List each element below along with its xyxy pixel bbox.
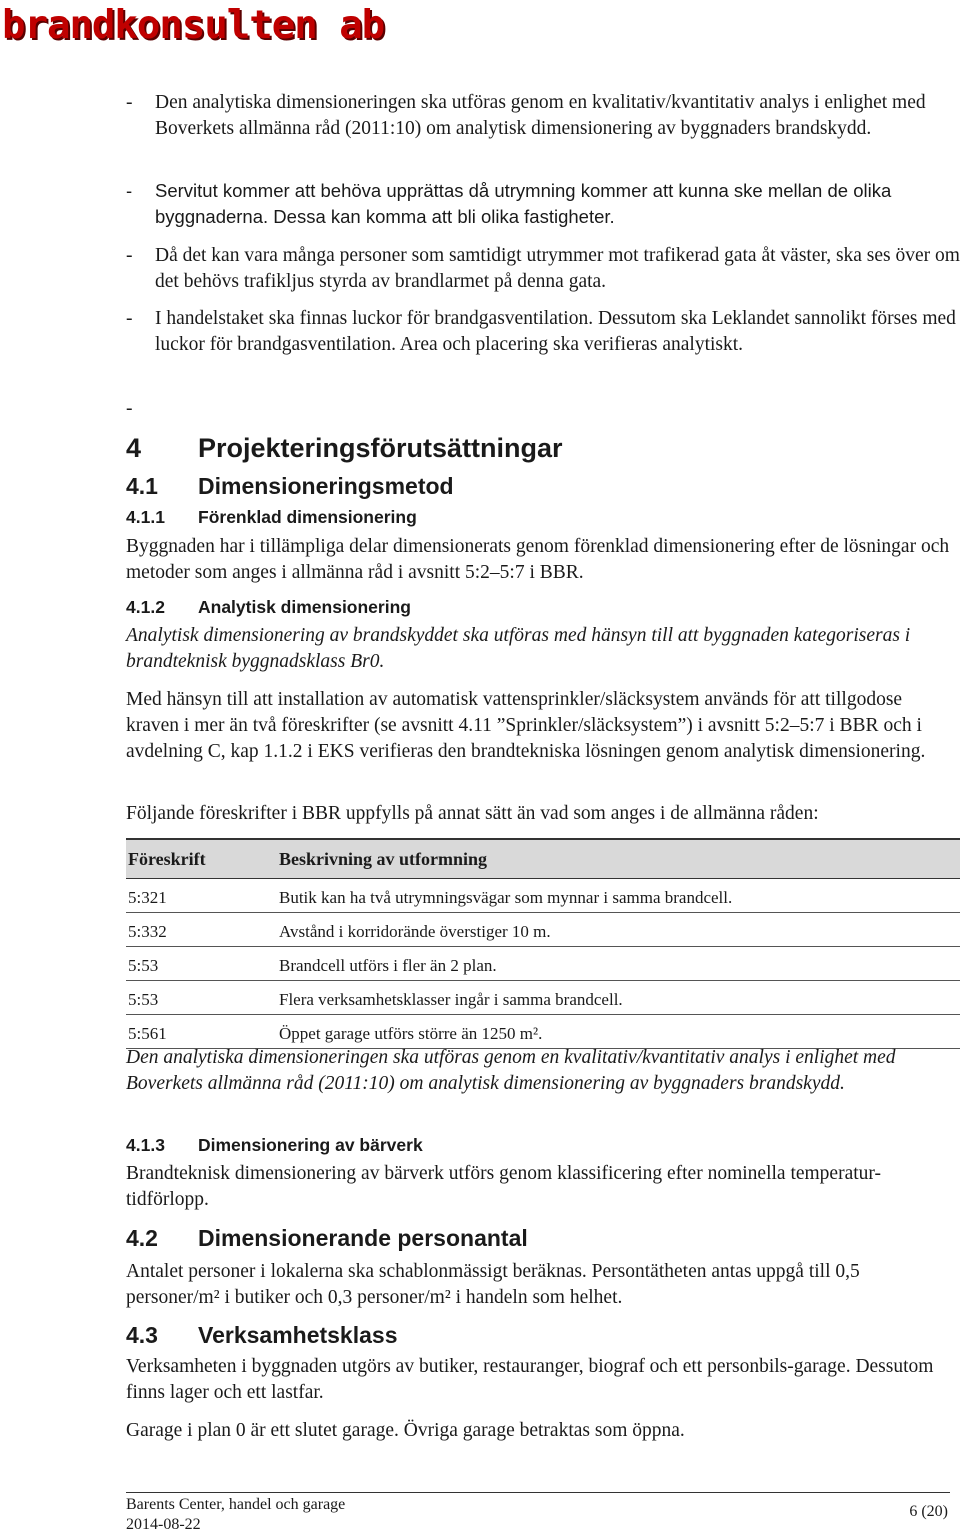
section-heading-4-1-3: 4.1.3 Dimensionering av bärverk (126, 1135, 423, 1155)
section-heading-4-3: 4.3 Verksamhetsklass (126, 1322, 398, 1348)
paragraph: Följande föreskrifter i BBR uppfylls på annat sätt än vad som anges i de allmänna råden: (126, 803, 819, 824)
page-number: 6 (20) (909, 1503, 948, 1520)
paragraph: Garage i plan 0 är ett slutet garage. Övriga garage betraktas som öppna. (126, 1420, 685, 1441)
table-row: 5:321 Butik kan ha två utrymningsvägar som mynnar i samma brandcell. (126, 879, 960, 913)
list-item-text: I handelstaket ska finnas luckor för brandgasventilation. Dessutom ska Leklandet sannolikt förses med luckor för brandgasventilation. Area och placering ska verifieras analytiskt. (155, 308, 956, 355)
footer-divider (126, 1492, 950, 1493)
paragraph: Verksamheten i byggnaden utgörs av butiker, restauranger, biograf och ett personbils-garage. Dessutom finns lager och ett lastfar. (126, 1356, 934, 1403)
column-header: Föreskrift (128, 849, 206, 869)
column-header: Beskrivning av utformning (279, 849, 488, 869)
paragraph-italic: Den analytiska dimensioneringen ska utföras genom en kvalitativ/kvantitativ analys i enlighet med Boverkets allmänna råd (2011:10) om analytisk dimensionering av byggnaders brandskydd. (126, 1047, 896, 1094)
company-logo: brandkonsulten ab (2, 3, 385, 48)
section-heading-4-1-1: 4.1.1 Förenklad dimensionering (126, 507, 417, 527)
paragraph: Med hänsyn till att installation av automatisk vattensprinkler/släcksystem används för att tillgodose kraven i mer än två föreskrifter (se avsnitt 4.11 ”Sprinkler/släcksystem”) i avsnitt 5:2–5:7 i BBR och i avdelning C, kap 1.1.2 i EKS verifieras den brandtekniska lösningen genom analytisk dimensionering. (126, 689, 926, 762)
section-heading-4: 4 Projekteringsförutsättningar (126, 433, 563, 463)
list-item-text: Den analytiska dimensioneringen ska utföras genom en kvalitativ/kvantitativ analys i enlighet med Boverkets allmänna råd (2011:10) om analytisk dimensionering av byggnaders brandskydd. (155, 92, 926, 139)
paragraph: Brandteknisk dimensionering av bärverk utförs genom klassificering efter nominella temperatur-tidförlopp. (126, 1163, 881, 1210)
section-heading-4-1: 4.1 Dimensioneringsmetod (126, 473, 454, 499)
table-row: 5:53 Flera verksamhetsklasser ingår i samma brandcell. (126, 981, 960, 1015)
section-heading-4-2: 4.2 Dimensionerande personantal (126, 1225, 528, 1251)
regulation-table (126, 838, 960, 1049)
table-header (126, 838, 960, 879)
table-row: 5:332 Avstånd i korridorände överstiger 10 m. (126, 913, 960, 947)
paragraph-italic: Analytisk dimensionering av brandskyddet ska utföras med hänsyn till att byggnaden kategoriseras i brandteknisk byggnadsklass Br0. (126, 625, 911, 672)
paragraph: Byggnaden har i tillämpliga delar dimensionerats genom förenklad dimensionering efter de lösningar och metoder som anges i allmänna råd i avsnitt 5:2–5:7 i BBR. (126, 536, 950, 583)
footer-date: 2014-08-22 (126, 1516, 201, 1533)
table-row: 5:53 Brandcell utförs i fler än 2 plan. (126, 947, 960, 981)
paragraph: Antalet personer i lokalerna ska schablonmässigt beräknas. Persontätheten antas uppgå till 0,5 personer/m² i butiker och 0,3 personer/m² i handeln som helhet. (126, 1261, 860, 1308)
footer-document-title: Barents Center, handel och garage (126, 1496, 346, 1513)
section-heading-4-1-2: 4.1.2 Analytisk dimensionering (126, 597, 411, 617)
list-item-text: Servitut kommer att behöva upprättas då utrymning kommer att kunna ske mellan de olika byggnaderna. Dessa kan komma att bli olika fastigheter. (155, 180, 892, 227)
table-row: 5:561 Öppet garage utförs större än 1250 m². (126, 1015, 960, 1049)
list-item-text: Då det kan vara många personer som samtidigt utrymmer mot trafikerad gata åt väster, ska ses över om det behövs trafikljus styrda av brandlarmet på denna gata. (155, 245, 960, 292)
